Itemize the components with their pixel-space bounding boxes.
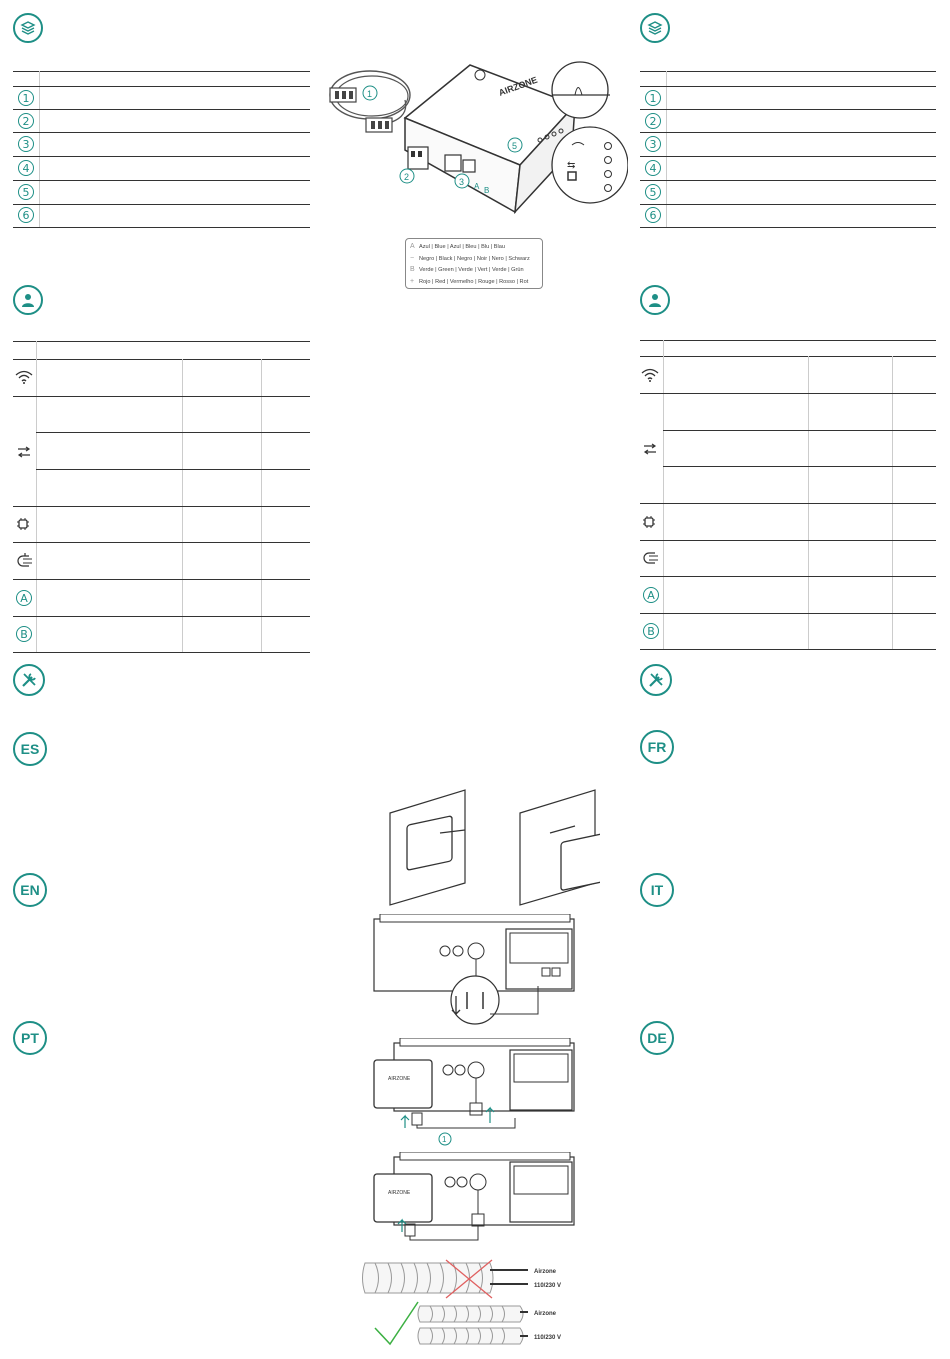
num-3: 3 [18,136,34,152]
num-4-right: 4 [645,160,661,176]
layers-icon-right [640,13,670,43]
num-2: 2 [18,113,34,129]
color-legend: A Azul | Blue | Azul | Bleu | Blu | Blau − Negro | Black | Negro | Noir | Nero | Schwarz B Verde | Green | Verde | Vert | Verde | Grün + Rojo | Red | Vermelho | Rouge | Rosso | Rot [405,238,543,289]
lang-it-badge: IT [640,873,674,907]
chip-icon [17,517,29,535]
letter-b: B [16,626,32,642]
transfer-icon-right [643,442,657,460]
power-plug-icon-right [641,550,659,569]
num-5-right: 5 [645,184,661,200]
letter-a-right: A [643,587,659,603]
cable-label-voltage-1: 110/230 V [534,1283,562,1289]
cable-label-airzone-2: Airzone [534,1311,557,1317]
installer-icon [13,285,43,315]
cable-label-voltage-2: 110/230 V [534,1335,562,1341]
lang-de-badge: DE [640,1021,674,1055]
installer-icon-right [640,285,670,315]
device-label-a: A [474,182,480,191]
layers-icon [13,13,43,43]
device-brand: AIRZONE [497,74,539,98]
tools-icon [13,664,45,696]
cable-label-airzone-1: Airzone [534,1269,557,1275]
transfer-icon [17,445,31,463]
wifi-icon-right [641,368,659,387]
power-plug-icon [15,553,33,572]
letter-b-right: B [643,623,659,639]
svg-text:AIRZONE: AIRZONE [388,1076,411,1082]
device-label-b: B [484,186,490,195]
lang-fr-badge: FR [640,730,674,764]
chip-icon-right [643,515,655,533]
num-1: 1 [18,90,34,106]
cable-separation-diagram [360,1258,585,1348]
lang-en-badge: EN [13,873,47,907]
svg-text:2: 2 [404,172,410,182]
device-diagram [318,58,628,218]
num-3-right: 3 [645,136,661,152]
connection-diagram-1 [370,914,580,1026]
legend-a: Azul | Blue | Azul | Bleu | Blu | Blau [419,244,505,250]
legend-negative: Negro | Black | Negro | Noir | Nero | Schwarz [419,255,530,262]
svg-text:⇆: ⇆ [567,160,576,171]
connection-diagram-2 [370,1038,580,1148]
lang-es-badge: ES [13,732,47,766]
num-5: 5 [18,184,34,200]
tools-icon-right [640,664,672,696]
svg-text:5: 5 [512,141,518,151]
connection-diagram-3 [370,1152,580,1244]
num-6-right: 6 [645,207,661,223]
num-6: 6 [18,207,34,223]
wall-mount-diagram [385,788,600,906]
svg-text:1: 1 [367,89,373,99]
num-2-right: 2 [645,113,661,129]
num-4: 4 [18,160,34,176]
letter-a: A [16,590,32,606]
svg-text:AIRZONE: AIRZONE [388,1190,411,1196]
lang-pt-badge: PT [13,1021,47,1055]
legend-positive: Rojo | Red | Vermelho | Rouge | Rosso | Rot [419,278,529,285]
num-1-right: 1 [645,90,661,106]
wifi-icon [15,370,33,389]
svg-text:3: 3 [459,177,465,187]
svg-text:1: 1 [442,1135,447,1144]
legend-b: Verde | Green | Verde | Vert | Verde | Grün [419,267,524,273]
